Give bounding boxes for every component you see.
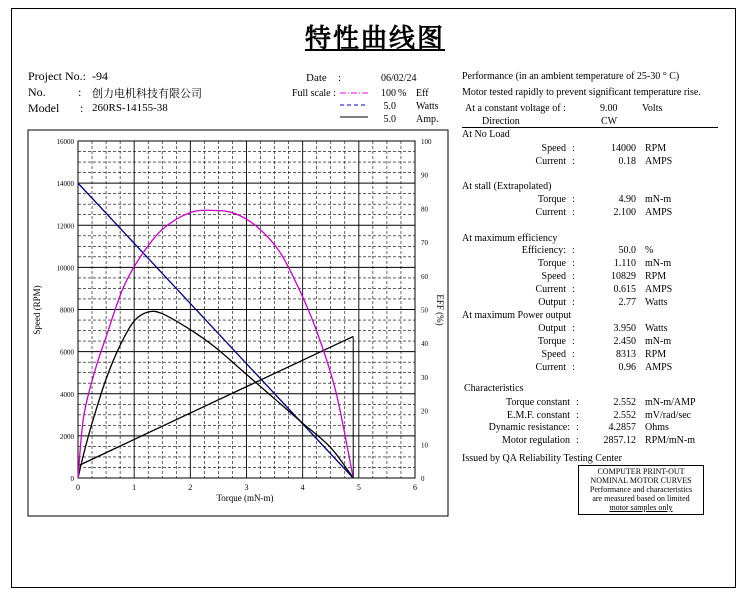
y2-tick-label: 90 <box>421 171 428 180</box>
max-power-row-colon: : <box>572 323 575 334</box>
characteristics-row-label: Dynamic resistance: <box>488 422 570 433</box>
y2-axis-label: EFF (%) <box>435 294 445 326</box>
x-tick-label: 1 <box>132 483 137 492</box>
no-load-row-value: 0.18 <box>618 156 636 167</box>
model-value: 260RS-14155-38 <box>92 102 168 114</box>
max-power-row-value: 8313 <box>616 349 636 360</box>
characteristics-row-label: E.M.F. constant <box>506 409 570 421</box>
series-efficiency-line <box>78 210 353 478</box>
stamp-line: COMPUTER PRINT-OUT <box>597 467 685 476</box>
direction-label: Direction <box>482 116 520 127</box>
characteristics-row-value: 2.552 <box>613 409 636 421</box>
y-tick-label: 4000 <box>60 390 74 399</box>
x-tick-label: 6 <box>413 483 417 492</box>
max-eff-heading: At maximum efficiency <box>462 233 558 244</box>
max-eff-row-label: Torque <box>537 258 566 269</box>
no-label: No. <box>28 85 46 99</box>
max-eff-row-value: 50.0 <box>618 245 636 256</box>
characteristics-row-label: Motor regulation <box>501 434 570 446</box>
y-tick-label: 16000 <box>56 138 74 146</box>
company-name: 创力电机科技有限公司 <box>92 87 202 100</box>
characteristics-row-value: 4.2857 <box>608 422 636 433</box>
project-label: Project No.: <box>28 69 86 83</box>
stall-row-colon: : <box>572 207 575 218</box>
perf-note: Motor tested rapidly to prevent significant temperature rise. <box>462 87 701 98</box>
y2-tick-label: 70 <box>421 239 428 248</box>
y2-tick-label: 30 <box>421 373 428 382</box>
max-eff-row-value: 2.77 <box>618 297 636 308</box>
max-power-row-value: 0.96 <box>618 362 636 373</box>
y-tick-label: 6000 <box>60 348 74 357</box>
max-eff-row-value: 1.110 <box>613 258 636 269</box>
direction-value: CW <box>601 116 618 127</box>
x-tick-label: 0 <box>76 483 80 492</box>
characteristics-row-unit: Ohms <box>645 422 669 433</box>
max-eff-row-unit: RPM <box>645 271 667 282</box>
max-eff-row-colon: : <box>572 271 575 282</box>
no-load-row-value: 14000 <box>611 143 636 154</box>
max-eff-row-colon: : <box>572 245 575 256</box>
max-eff-row-colon: : <box>572 258 575 269</box>
voltage-value: 9.00 <box>600 103 618 114</box>
no-load-heading: At No Load <box>462 129 510 140</box>
no-load-row-colon: : <box>572 156 575 167</box>
characteristics-row-unit: RPM/mN-m <box>645 434 696 446</box>
model-label: Model <box>28 101 60 115</box>
perf-heading: Performance (in an ambient temperature of 25-30 ° C) <box>462 71 680 82</box>
max-eff-row-unit: mN-m <box>645 258 672 269</box>
max-eff-row-label: Efficiency: <box>521 245 566 256</box>
characteristics-row-label: Torque constant <box>505 397 570 408</box>
legend-watts-unit: Watts <box>416 101 439 112</box>
no-load-row-unit: RPM <box>645 143 667 154</box>
no-load-row-label: Speed <box>541 143 566 154</box>
y-tick-label: 12000 <box>56 222 74 231</box>
characteristics-row-colon: : <box>576 397 579 408</box>
legend-amp-unit: Amp. <box>416 114 439 125</box>
characteristics-row-value: 2.552 <box>613 397 636 408</box>
max-eff-row-label: Current <box>535 284 566 295</box>
printout-stamp <box>578 465 704 515</box>
stall-row-label: Current <box>535 207 566 218</box>
max-power-row-colon: : <box>572 362 575 373</box>
project-value: -94 <box>92 69 108 83</box>
voltage-unit: Volts <box>642 103 663 114</box>
no-load-row-label: Current <box>535 156 566 167</box>
x-tick-label: 3 <box>244 483 249 492</box>
y2-tick-label: 60 <box>421 272 428 281</box>
characteristics-row-unit: mN-m/AMP <box>645 397 696 408</box>
max-power-row-value: 2.450 <box>613 336 636 347</box>
no-load-row-unit: AMPS <box>645 156 673 167</box>
max-power-heading: At maximum Power output <box>462 310 572 321</box>
max-eff-row-value: 0.615 <box>613 284 636 295</box>
max-eff-row-unit: Watts <box>645 297 668 308</box>
y-tick-label: 0 <box>70 475 74 483</box>
max-power-row-value: 3.950 <box>613 323 636 334</box>
stamp-line: motor samples only <box>609 503 673 512</box>
y2-tick-label: 50 <box>421 306 428 315</box>
y-tick-label: 2000 <box>60 432 74 441</box>
stall-row-unit: mN-m <box>645 194 672 205</box>
max-power-row-unit: RPM <box>645 349 667 360</box>
max-power-row-colon: : <box>572 336 575 347</box>
date-label: Date <box>306 72 327 84</box>
chart-grid <box>78 141 415 478</box>
y2-tick-label: 10 <box>421 441 428 450</box>
max-eff-row-value: 10829 <box>611 271 636 282</box>
y2-tick-label: 20 <box>421 407 428 416</box>
x-tick-label: 4 <box>300 483 305 492</box>
characteristics-heading: Characteristics <box>464 383 524 394</box>
x-tick-label: 2 <box>188 483 193 492</box>
series-output-line <box>78 311 353 478</box>
stamp-line: are measured based on limited <box>592 494 690 503</box>
y2-tick-label: 40 <box>421 340 428 349</box>
max-eff-row-colon: : <box>572 297 575 308</box>
stall-row-colon: : <box>572 194 575 205</box>
max-power-row-label: Torque <box>537 336 566 347</box>
no-load-row-colon: : <box>572 143 575 154</box>
stamp-line: Performance and characteristics <box>589 485 693 494</box>
y2-tick-label: 100 <box>421 138 432 146</box>
max-eff-row-colon: : <box>572 284 575 295</box>
issued-by: Issued by QA Reliability Testing Center <box>462 453 622 464</box>
max-power-row-label: Current <box>535 362 566 373</box>
y2-tick-label: 0 <box>421 475 425 483</box>
characteristics-row-colon: : <box>576 434 579 446</box>
y-tick-label: 10000 <box>56 264 74 273</box>
max-eff-row-unit: % <box>645 245 654 256</box>
max-power-row-unit: mN-m <box>645 336 672 347</box>
legend-watts-value: 5.0 <box>383 101 396 112</box>
max-power-row-label: Output <box>538 323 566 334</box>
legend-eff-name: Eff <box>416 88 429 99</box>
stall-heading: At stall (Extrapolated) <box>462 181 552 192</box>
max-power-row-unit: Watts <box>645 323 668 334</box>
max-eff-row-label: Output <box>538 297 566 308</box>
legend-amp-value: 5.0 <box>383 114 396 125</box>
max-power-row-unit: AMPS <box>645 362 673 373</box>
stall-row-unit: AMPS <box>645 207 673 218</box>
voltage-label: At a constant voltage of : <box>465 103 566 114</box>
perf-divider <box>462 127 718 128</box>
characteristics-row-unit: mV/rad/sec <box>645 409 692 421</box>
y-tick-label: 14000 <box>56 180 74 189</box>
date-value: 06/02/24 <box>381 73 417 84</box>
stall-row-value: 4.90 <box>618 194 636 205</box>
max-eff-row-unit: AMPS <box>645 284 673 295</box>
characteristics-row-value: 2857.12 <box>603 434 636 446</box>
max-power-row-label: Speed <box>541 349 566 360</box>
legend-eff-unit: % <box>398 88 407 99</box>
stall-row-label: Torque <box>537 194 566 205</box>
stall-row-value: 2.100 <box>613 207 636 218</box>
chart-border <box>28 130 448 516</box>
x-axis-label: Torque (mN-m) <box>216 493 274 503</box>
y2-tick-label: 80 <box>421 205 428 214</box>
x-tick-label: 5 <box>356 483 361 492</box>
page-title: 特性曲线图 <box>304 24 445 54</box>
fullscale-label: Full scale : <box>292 88 336 99</box>
y-axis-label: Speed (RPM) <box>32 285 42 335</box>
characteristics-row-colon: : <box>576 422 579 433</box>
max-power-row-colon: : <box>572 349 575 360</box>
y-tick-label: 8000 <box>60 306 74 315</box>
characteristics-row-colon: : <box>576 409 579 421</box>
max-eff-row-label: Speed <box>541 271 566 282</box>
stamp-line: NOMINAL MOTOR CURVES <box>590 476 692 485</box>
legend-eff-value: 100 <box>381 88 396 99</box>
